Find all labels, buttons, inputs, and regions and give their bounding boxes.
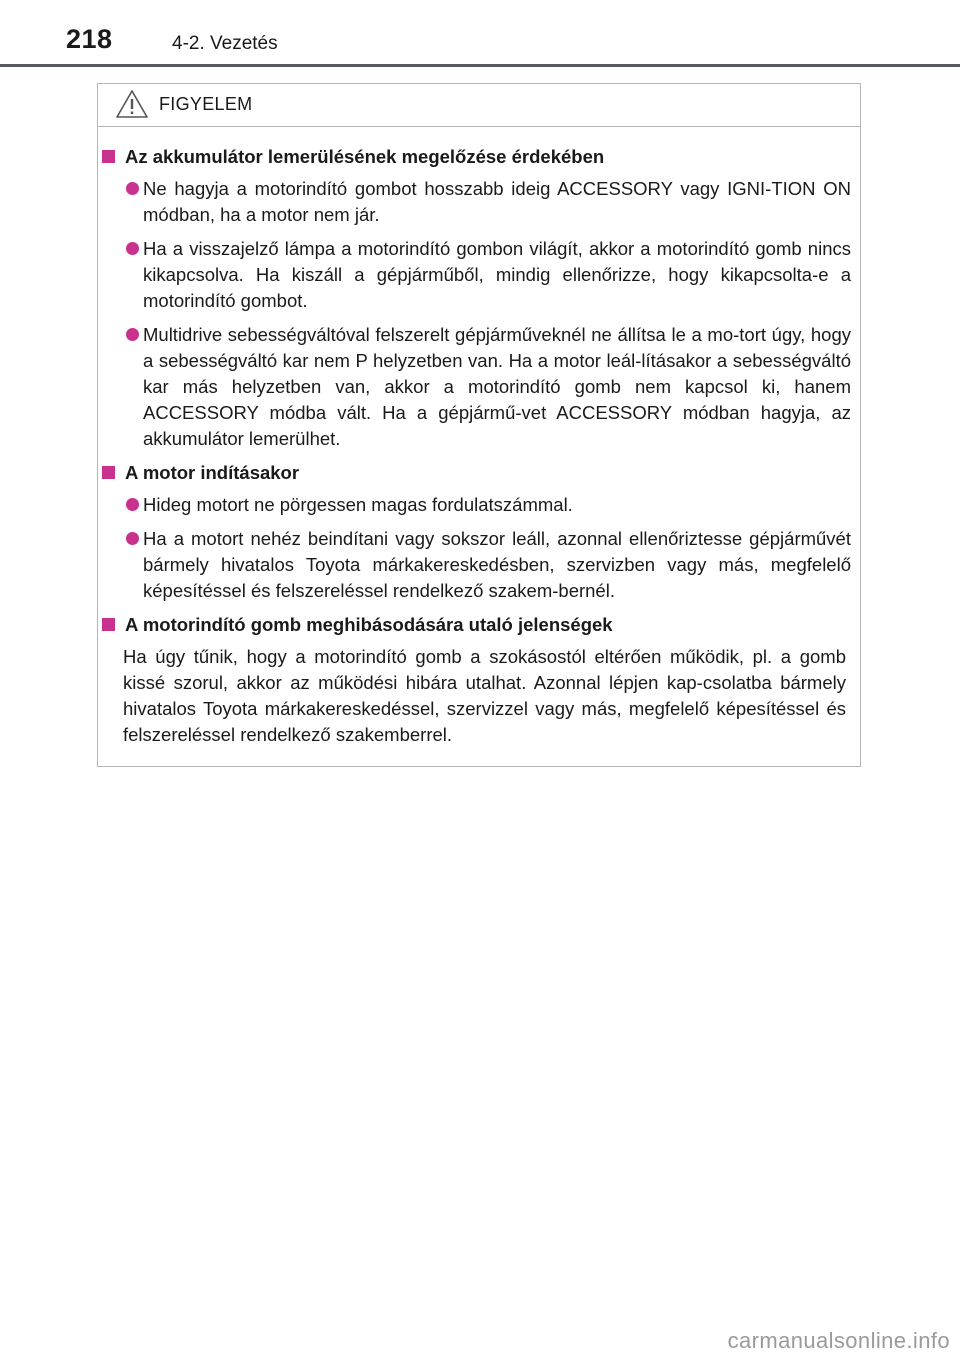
list-item	[98, 322, 860, 452]
circle-bullet-icon	[126, 498, 139, 511]
header-rule	[0, 64, 960, 67]
section-heading-text: Az akkumulátor lemerülésének megelőzése érdekében	[125, 146, 605, 167]
list-item-text: Ha a visszajelző lámpa a motorindító gombon világít, akkor a motorindító gomb nincs kikapcsolva. Ha kiszáll a gépjárműből, mindig ellenőrizze, hogy kikapcsolta-e a motorindító gombot.	[143, 238, 851, 311]
page-number: 218	[66, 24, 113, 54]
circle-bullet-icon	[126, 532, 139, 545]
list-item-text: Multidrive sebességváltóval felszerelt gépjárműveknél ne állítsa le a mo-tort úgy, hogy a sebességváltó kar nem P helyzetben van. Ha a motor leál-lításakor a sebességváltó kar más helyzetben van, akkor a motorindító gomb nem kapcsol ki, hanem ACCESSORY módba vált. Ha a gépjármű-vet ACCESSORY módban hagyja, az akkumulátor lemerülhet.	[143, 324, 851, 449]
section-title: 4-2. Vezetés	[172, 33, 278, 54]
square-bullet-icon	[102, 466, 115, 479]
section-heading	[98, 460, 860, 486]
section-heading-text: A motor indításakor	[125, 462, 300, 483]
watermark: carmanualsonline.info	[727, 1328, 950, 1353]
section-heading	[98, 144, 860, 170]
section-heading	[98, 612, 860, 638]
list-item	[98, 492, 860, 518]
circle-bullet-icon	[126, 328, 139, 341]
list-item	[98, 526, 860, 604]
square-bullet-icon	[102, 150, 115, 163]
circle-bullet-icon	[126, 242, 139, 255]
circle-bullet-icon	[126, 182, 139, 195]
page-header	[0, 0, 960, 68]
warning-box	[97, 83, 861, 767]
warning-triangle-icon	[115, 89, 149, 119]
list-item-text: Hideg motort ne pörgessen magas fordulatszámmal.	[143, 494, 573, 515]
warning-content	[98, 144, 860, 748]
section-heading-text: A motorindító gomb meghibásodására utaló jelenségek	[125, 614, 613, 635]
warning-header	[98, 84, 860, 127]
list-item	[98, 176, 860, 228]
section-paragraph: Ha úgy tűnik, hogy a motorindító gomb a szokásostól eltérően működik, pl. a gomb kissé szorul, akkor az működési hibára utalhat. Azonnal lépjen kap-csolatba bármely hivatalos Toyota márkakereskedéssel, szervizzel vagy más, megfelelő képesítéssel és felszereléssel rendelkező szakemberrel.	[123, 646, 846, 745]
list-item	[98, 236, 860, 314]
square-bullet-icon	[102, 618, 115, 631]
list-item-text: Ha a motort nehéz beindítani vagy sokszor leáll, azonnal ellenőriztesse gépjárművét bármely hivatalos Toyota márkakereskedésben, szervizben vagy más, megfelelő képesítéssel és felszereléssel rendelkező szakem-bernél.	[143, 528, 851, 601]
warning-label: FIGYELEM	[159, 94, 253, 114]
list-item-text: Ne hagyja a motorindító gombot hosszabb ideig ACCESSORY vagy IGNI-TION ON módban, ha a motor nem jár.	[143, 178, 851, 225]
